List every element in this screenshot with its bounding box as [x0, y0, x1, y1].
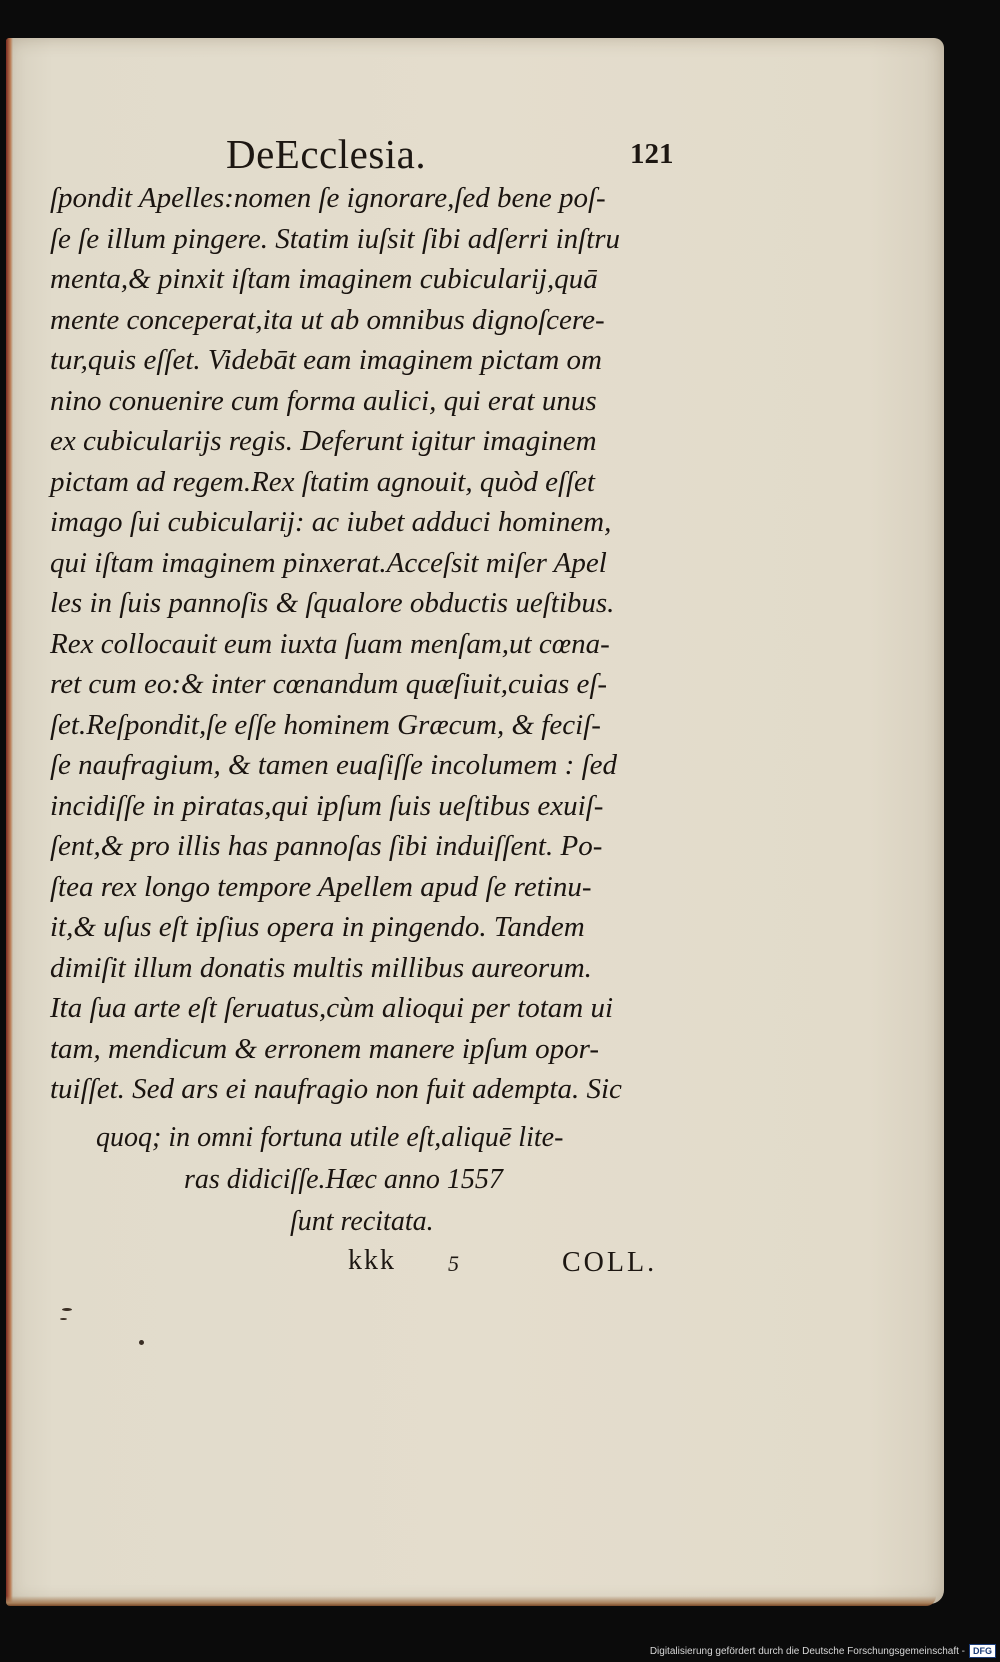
text-line: ſtea rex longo tempore Apellem apud ſe retinu- [50, 870, 592, 903]
text-line: mente conceperat,ita ut ab omnibus dignoſcere- [50, 303, 605, 336]
text-line: ſe naufragium, & tamen euaſiſſe incolumem : ſed [50, 749, 618, 781]
catchword: COLL. [562, 1247, 658, 1278]
running-head-title: DeEcclesia. [226, 131, 427, 177]
text-line: tam, mendicum & erronem manere ipſum opor- [50, 1032, 599, 1065]
text-line: it,& uſus eſt ipſius opera in pingendo. Tandem [50, 911, 585, 943]
text-line: ret cum eo:& inter cœnandum quæſiuit,cuias eſ- [50, 668, 608, 700]
text-line: Rex collocauit eum iuxta ſuam menſam,ut cœna- [50, 627, 610, 660]
ink-speck [60, 1318, 67, 1320]
text-line: ſe ſe illum pingere. Statim iuſsit ſibi adſerri inſtru [50, 222, 621, 255]
text-line: tur,quis eſſet. Videbāt eam imaginem pictam om [50, 344, 602, 376]
closing-line: ras didiciſſe.Hæc anno 1557 [184, 1164, 503, 1195]
text-line: ſet.Reſpondit,ſe eſſe hominem Græcum, & feciſ- [50, 708, 601, 741]
text-line: qui iſtam imaginem pinxerat.Acceſsit miſer Apel [50, 546, 607, 579]
ink-speck [139, 1340, 144, 1345]
text-line: les in ſuis pannoſis & ſqualore obductis ueſtibus. [50, 587, 615, 619]
credit-text: Digitalisierung gefördert durch die Deutsche Forschungsgemeinschaft - [649, 1645, 965, 1657]
signature-row [0, 1245, 1000, 1285]
text-line: imago ſui cubicularij: ac iubet adduci hominem, [50, 506, 612, 538]
text-line: pictam ad regem.Rex ſtatim agnouit, quòd eſſet [50, 465, 595, 498]
text-line: dimiſit illum donatis multis millibus aureorum. [50, 951, 592, 984]
closing-line: ſunt recitata. [290, 1206, 434, 1237]
running-head [0, 130, 1000, 180]
text-line: incidiſſe in piratas,qui ipſum ſuis ueſtibus exuiſ- [50, 789, 604, 822]
page-edge-left [6, 38, 13, 1604]
body-text [50, 178, 690, 1110]
digitization-credit [650, 1644, 996, 1658]
ink-speck [62, 1308, 72, 1311]
text-line: nino conuenire cum forma aulici, qui erat unus [50, 384, 597, 417]
text-line: Ita ſua arte eſt ſeruatus,cùm alioqui per totam ui [50, 992, 614, 1024]
page-number: 121 [630, 138, 674, 170]
signature-mark: kkk [348, 1245, 396, 1276]
text-line: ex cubicularijs regis. Deferunt igitur imaginem [50, 425, 597, 457]
page-edge-bottom [6, 1596, 936, 1606]
closing-line: quoq; in omni fortuna utile eſt,aliquē lite- [96, 1122, 564, 1153]
signature-number: 5 [448, 1251, 459, 1276]
dfg-logo-icon: DFG [969, 1644, 996, 1658]
text-line: ſpondit Apelles:nomen ſe ignorare,ſed bene poſ- [50, 182, 606, 214]
text-line: menta,& pinxit iſtam imaginem cubicularij,quā [50, 263, 598, 295]
text-line: tuiſſet. Sed ars ei naufragio non fuit adempta. Sic [50, 1073, 622, 1105]
text-line: ſent,& pro illis has pannoſas ſibi induiſſent. Po- [50, 830, 603, 862]
